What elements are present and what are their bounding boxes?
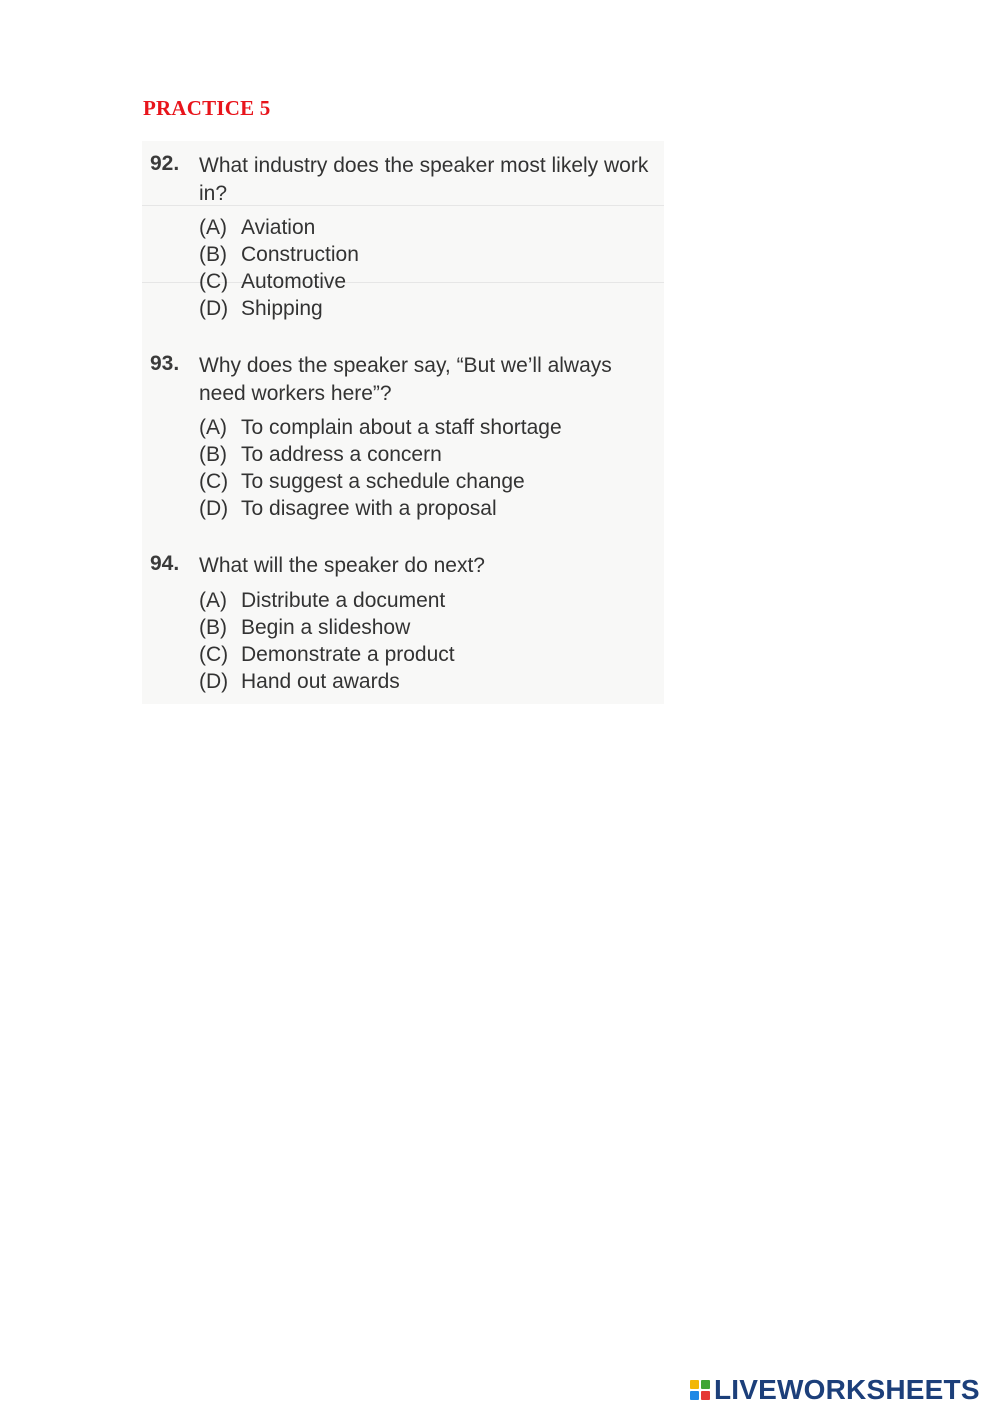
option-letter: (B): [199, 243, 227, 266]
question-number: 92.: [150, 152, 180, 175]
option-letter: (C): [199, 270, 229, 293]
answer-option[interactable]: [199, 241, 359, 268]
answer-option[interactable]: [199, 414, 562, 441]
option-letter: (A): [199, 216, 227, 239]
logo-text: LIVEWORKSHEETS: [714, 1374, 980, 1405]
question-text: What industry does the speaker most likely work in?: [199, 154, 649, 205]
logo-square: [690, 1380, 699, 1389]
option-text: Distribute a document: [241, 589, 446, 612]
option-text: Begin a slideshow: [241, 616, 411, 639]
option-letter: (A): [199, 589, 227, 612]
option-text: Construction: [241, 243, 359, 266]
option-letter: (C): [199, 643, 229, 666]
answer-option[interactable]: [199, 441, 442, 468]
option-text: To disagree with a proposal: [241, 497, 497, 520]
answer-option[interactable]: [199, 641, 455, 668]
answer-option[interactable]: [199, 268, 346, 295]
question-number: 93.: [150, 352, 180, 375]
question-text: What will the speaker do next?: [199, 554, 485, 577]
option-text: Automotive: [241, 270, 347, 293]
answer-option[interactable]: [199, 668, 400, 695]
option-letter: (D): [199, 297, 229, 320]
option-letter: (A): [199, 416, 227, 439]
logo-square: [690, 1391, 699, 1400]
option-text: To complain about a staff shortage: [241, 416, 562, 439]
option-letter: (B): [199, 616, 227, 639]
option-text: Demonstrate a product: [241, 643, 455, 666]
liveworksheets-logo: [690, 1375, 980, 1405]
option-text: Aviation: [241, 216, 316, 239]
question-number: 94.: [150, 552, 180, 575]
option-text: Hand out awards: [241, 670, 400, 693]
option-text: To suggest a schedule change: [241, 470, 525, 493]
answer-option[interactable]: [199, 295, 323, 322]
logo-square: [701, 1391, 710, 1400]
option-letter: (C): [199, 470, 229, 493]
answer-option[interactable]: [199, 468, 525, 495]
option-text: Shipping: [241, 297, 323, 320]
questions-scan: [142, 141, 664, 704]
question-text: Why does the speaker say, “But we’ll always need workers here”?: [199, 354, 612, 405]
logo-grid-icon: [690, 1380, 710, 1400]
option-letter: (D): [199, 497, 229, 520]
answer-option[interactable]: [199, 214, 315, 241]
answer-option[interactable]: [199, 587, 445, 614]
page-title: PRACTICE 5: [143, 96, 271, 120]
option-letter: (B): [199, 443, 227, 466]
logo-square: [701, 1380, 710, 1389]
option-letter: (D): [199, 670, 229, 693]
answer-option[interactable]: [199, 495, 497, 522]
answer-option[interactable]: [199, 614, 410, 641]
option-text: To address a concern: [241, 443, 442, 466]
